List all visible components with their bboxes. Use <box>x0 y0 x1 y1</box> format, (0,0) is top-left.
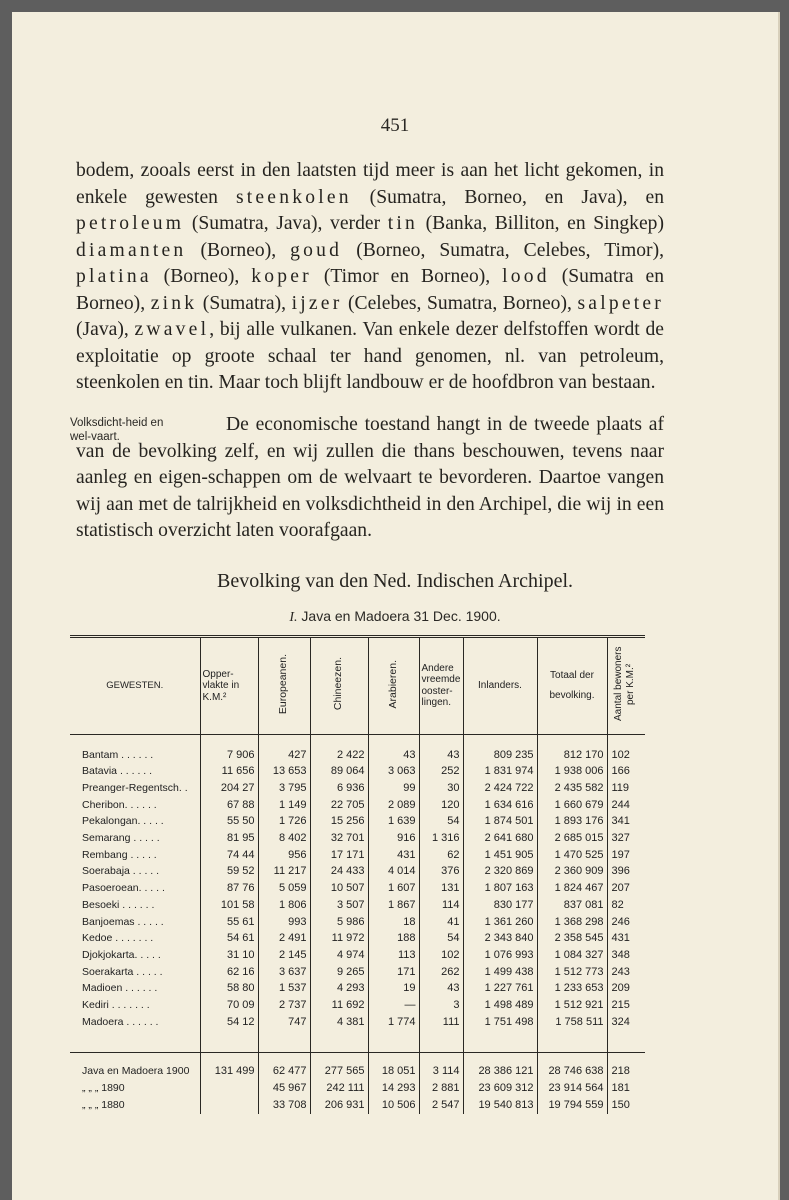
cell-inl: 2 320 869 <box>463 863 537 880</box>
cell-aantal: 102 <box>611 748 630 761</box>
cell-inl: 28 386 121 <box>463 1053 537 1080</box>
table-row <box>70 964 645 981</box>
cell-andere: 252 <box>419 763 463 780</box>
cell-aantal: 82 <box>611 898 624 911</box>
cell-name: Madioen . . . . . . <box>70 980 200 997</box>
cell-inl: 1 874 501 <box>463 813 537 830</box>
table-row <box>70 947 645 964</box>
cell-opp: 131 499 <box>200 1053 258 1080</box>
cell-tot: 837 081 <box>537 897 607 914</box>
col-header-inlanders: Inlanders. <box>463 637 537 735</box>
text-run: (Borneo, Sumatra, Celebes, Timor), <box>342 239 664 261</box>
divider-cell <box>463 1030 537 1053</box>
table-divider-row <box>70 1030 645 1053</box>
cell-name: Preanger-Regentsch. . <box>70 780 200 797</box>
cell-inl: 1 499 438 <box>463 964 537 981</box>
cell-opp: 87 76 <box>200 880 258 897</box>
table-title: Bevolking van den Ned. Indischen Archipel. <box>216 570 574 592</box>
cell-opp: 54 61 <box>200 930 258 947</box>
cell-aantal: 166 <box>611 765 630 778</box>
cell-tot: 1 233 653 <box>537 980 607 997</box>
table-row <box>70 980 645 997</box>
emphasized-term: tin <box>387 213 419 234</box>
col-header-gewesten: GEWESTEN. <box>70 637 200 735</box>
cell-tot: 1 893 176 <box>537 813 607 830</box>
table-row <box>70 813 645 830</box>
cell-chin: 277 565 <box>310 1053 368 1080</box>
divider-cell <box>258 1030 310 1053</box>
divider-cell <box>70 1030 200 1053</box>
cell-opp: 62 16 <box>200 964 258 981</box>
table-subtitle <box>12 608 778 626</box>
text-run: (Borneo), <box>186 239 291 261</box>
emphasized-term: petroleum <box>76 213 185 234</box>
cell-chin: 24 433 <box>310 863 368 880</box>
cell-name: Djokjokarta. . . . . <box>70 947 200 964</box>
cell-eur: 11 217 <box>258 863 310 880</box>
cell-aantal: 348 <box>611 948 630 961</box>
cell-andere: 3 114 <box>419 1053 463 1080</box>
cell-eur: 1 537 <box>258 980 310 997</box>
cell-inl: 2 641 680 <box>463 830 537 847</box>
cell-andere: 120 <box>419 797 463 814</box>
cell-aantal: 197 <box>611 848 630 861</box>
cell-aantal: 246 <box>611 915 630 928</box>
cell-chin: 22 705 <box>310 797 368 814</box>
cell-eur: 993 <box>258 914 310 931</box>
cell-tot: 812 170 <box>537 734 607 763</box>
cell-andere: 41 <box>419 914 463 931</box>
cell-chin: 4 381 <box>310 1014 368 1031</box>
cell-chin: 17 171 <box>310 847 368 864</box>
cell-name: Rembang . . . . . <box>70 847 200 864</box>
cell-arab: 113 <box>368 947 419 964</box>
cell-opp: 11 656 <box>200 763 258 780</box>
cell-opp: 67 88 <box>200 797 258 814</box>
cell-opp: 54 12 <box>200 1014 258 1031</box>
col-header-oppervlakte: Opper-vlakte in K.M.² <box>200 637 258 735</box>
cell-andere: 2 547 <box>419 1097 463 1114</box>
table-subtitle-numeral: I. <box>289 610 298 625</box>
emphasized-term: salpeter <box>577 292 664 314</box>
cell-name: „ „ „ 1890 <box>70 1080 200 1097</box>
cell-arab: 2 089 <box>368 797 419 814</box>
cell-opp: 81 95 <box>200 830 258 847</box>
cell-inl: 19 540 813 <box>463 1097 537 1114</box>
cell-arab: 1 607 <box>368 880 419 897</box>
table-row <box>70 914 645 931</box>
cell-name: Soerabaja . . . . . <box>70 863 200 880</box>
cell-inl: 2 424 722 <box>463 780 537 797</box>
cell-andere: 43 <box>419 734 463 763</box>
cell-eur: 8 402 <box>258 830 310 847</box>
cell-aantal: 244 <box>611 798 630 811</box>
emphasized-term: platina <box>76 266 152 287</box>
cell-tot: 1 512 921 <box>537 997 607 1014</box>
cell-name: Cheribon. . . . . . <box>70 797 200 814</box>
page-number: 451 <box>380 115 410 136</box>
cell-tot: 1 470 525 <box>537 847 607 864</box>
text-run: , bij alle vulkanen. Van enkele dezer delfstoffen wordt de exploitatie op groote schaal ter hand genomen, nl. van petroleum, steenkolen en tin. Maar toch blijft landbouw er de hoofdbron van bestaan. <box>76 319 664 393</box>
cell-chin: 11 972 <box>310 930 368 947</box>
cell-tot: 1 758 511 <box>537 1014 607 1031</box>
cell-andere: 262 <box>419 964 463 981</box>
cell-chin: 4 293 <box>310 980 368 997</box>
cell-name: Madoera . . . . . . <box>70 1014 200 1031</box>
table-row <box>70 763 645 780</box>
cell-inl: 1 831 974 <box>463 763 537 780</box>
cell-arab: 916 <box>368 830 419 847</box>
cell-arab: 171 <box>368 964 419 981</box>
cell-tot: 1 512 773 <box>537 964 607 981</box>
cell-chin: 10 507 <box>310 880 368 897</box>
cell-name: Pekalongan. . . . . <box>70 813 200 830</box>
text-run: (Banka, Billiton, en Singkep) <box>418 213 664 234</box>
col-header-totaal: Totaal der bevolking. <box>537 637 607 735</box>
text-run: (Celebes, Sumatra, Borneo), <box>342 292 578 314</box>
emphasized-term: diamanten <box>76 239 187 261</box>
cell-arab: 3 063 <box>368 763 419 780</box>
cell-aantal: 150 <box>611 1098 630 1111</box>
text-run: bodem, zooals eerst in den laatsten tijd meer is aan het licht gekomen, in enkele gewesten <box>76 160 664 208</box>
col-header-europeanen: Europeanen. <box>258 637 310 735</box>
emphasized-term: zwavel <box>134 319 210 340</box>
cell-inl: 1 634 616 <box>463 797 537 814</box>
emphasized-term: lood <box>502 266 550 287</box>
table-row <box>70 1014 645 1031</box>
table-row <box>70 830 645 847</box>
cell-inl: 1 498 489 <box>463 997 537 1014</box>
cell-eur: 2 491 <box>258 930 310 947</box>
cell-tot: 2 685 015 <box>537 830 607 847</box>
divider-cell <box>607 1030 645 1053</box>
text-run: (Borneo), <box>151 266 252 287</box>
paragraph-minerals <box>76 158 664 397</box>
cell-chin: 3 507 <box>310 897 368 914</box>
emphasized-term: koper <box>251 266 312 287</box>
cell-aantal: 207 <box>611 882 630 895</box>
cell-arab: 10 506 <box>368 1097 419 1114</box>
table-row <box>70 797 645 814</box>
cell-opp: 7 906 <box>200 734 258 763</box>
divider-cell <box>419 1030 463 1053</box>
cell-andere: 43 <box>419 980 463 997</box>
cell-inl: 1 751 498 <box>463 1014 537 1031</box>
table-header-row <box>70 637 645 735</box>
cell-aantal: 119 <box>611 781 630 794</box>
cell-tot: 2 360 909 <box>537 863 607 880</box>
text-run: (Sumatra), <box>197 292 292 314</box>
cell-inl: 809 235 <box>463 734 537 763</box>
table-row <box>70 780 645 797</box>
cell-name: Semarang . . . . . <box>70 830 200 847</box>
cell-eur: 427 <box>258 734 310 763</box>
cell-tot: 23 914 564 <box>537 1080 607 1097</box>
cell-aantal: 324 <box>611 1015 630 1028</box>
divider-cell <box>368 1030 419 1053</box>
cell-arab: 431 <box>368 847 419 864</box>
table-row <box>70 897 645 914</box>
col-header-aantal: Aantal bewoners per K.M.² <box>607 637 645 735</box>
emphasized-term: ijzer <box>291 292 343 314</box>
cell-andere: 102 <box>419 947 463 964</box>
table-row <box>70 734 645 763</box>
book-page <box>12 12 778 1200</box>
cell-arab: 14 293 <box>368 1080 419 1097</box>
divider-cell <box>200 1030 258 1053</box>
divider-cell <box>537 1030 607 1053</box>
cell-tot: 28 746 638 <box>537 1053 607 1080</box>
cell-name: Batavia . . . . . . <box>70 763 200 780</box>
table-subtitle-text: Java en Madoera 31 Dec. 1900. <box>301 608 501 624</box>
cell-name: Pasoeroean. . . . . <box>70 880 200 897</box>
cell-aantal: 218 <box>611 1065 630 1078</box>
total-row <box>70 1053 645 1080</box>
cell-chin: 15 256 <box>310 813 368 830</box>
table-row <box>70 880 645 897</box>
cell-arab: 18 <box>368 914 419 931</box>
cell-opp: 74 44 <box>200 847 258 864</box>
cell-chin: 32 701 <box>310 830 368 847</box>
cell-chin: 242 111 <box>310 1080 368 1097</box>
cell-eur: 5 059 <box>258 880 310 897</box>
text-run: (Sumatra, Borneo, en Java), en <box>351 186 664 208</box>
cell-aantal: 341 <box>611 815 630 828</box>
cell-eur: 956 <box>258 847 310 864</box>
cell-tot: 1 368 298 <box>537 914 607 931</box>
cell-andere: 2 881 <box>419 1080 463 1097</box>
cell-aantal: 181 <box>611 1082 630 1095</box>
cell-inl: 830 177 <box>463 897 537 914</box>
cell-tot: 2 358 545 <box>537 930 607 947</box>
cell-name: Bantam . . . . . . <box>70 734 200 763</box>
cell-aantal: 396 <box>611 865 630 878</box>
table-row <box>70 847 645 864</box>
divider-cell <box>310 1030 368 1053</box>
total-row <box>70 1080 645 1097</box>
cell-eur: 1 726 <box>258 813 310 830</box>
cell-chin: 11 692 <box>310 997 368 1014</box>
cell-tot: 19 794 559 <box>537 1097 607 1114</box>
cell-eur: 3 637 <box>258 964 310 981</box>
emphasized-term: goud <box>290 239 343 261</box>
cell-opp <box>200 1097 258 1114</box>
cell-opp: 204 27 <box>200 780 258 797</box>
cell-opp: 101 58 <box>200 897 258 914</box>
cell-arab: — <box>368 997 419 1014</box>
cell-inl: 1 076 993 <box>463 947 537 964</box>
cell-aantal: 327 <box>611 832 630 845</box>
cell-arab: 1 867 <box>368 897 419 914</box>
cell-arab: 19 <box>368 980 419 997</box>
cell-tot: 1 084 327 <box>537 947 607 964</box>
cell-andere: 62 <box>419 847 463 864</box>
cell-name: „ „ „ 1880 <box>70 1097 200 1114</box>
cell-opp: 58 80 <box>200 980 258 997</box>
cell-arab: 4 014 <box>368 863 419 880</box>
cell-andere: 1 316 <box>419 830 463 847</box>
page-edge <box>778 12 780 1200</box>
cell-aantal: 431 <box>611 932 630 945</box>
cell-tot: 1 660 679 <box>537 797 607 814</box>
cell-tot: 1 938 006 <box>537 763 607 780</box>
table-row <box>70 997 645 1014</box>
cell-andere: 111 <box>419 1014 463 1031</box>
text-run: (Sumatra en Borneo), <box>76 266 664 314</box>
cell-andere: 54 <box>419 813 463 830</box>
cell-eur: 45 967 <box>258 1080 310 1097</box>
table-row <box>70 863 645 880</box>
cell-eur: 1 149 <box>258 797 310 814</box>
text-run: (Java), <box>76 319 135 340</box>
cell-tot: 2 435 582 <box>537 780 607 797</box>
col-header-andere: Andere vreemde ooster-lingen. <box>419 637 463 735</box>
cell-opp: 59 52 <box>200 863 258 880</box>
cell-aantal: 209 <box>611 982 630 995</box>
emphasized-term: steenkolen <box>235 186 352 208</box>
margin-note: Volksdicht-heid en wel-vaart. <box>70 417 164 443</box>
total-row <box>70 1097 645 1114</box>
cell-arab: 188 <box>368 930 419 947</box>
cell-name: Kediri . . . . . . . <box>70 997 200 1014</box>
cell-arab: 1 774 <box>368 1014 419 1031</box>
cell-andere: 131 <box>419 880 463 897</box>
paragraph-population: De economische toestand hangt in de tweede plaats af van de bevolking zelf, en wij zullen die thans beschouwen, tevens naar aanleg en eigen-schappen om de welvaart te bevorderen. Daartoe vangen wij aan met de talrijkheid en volksdichtheid in den Archipel, die wij in een statistisch overzicht laten voorafgaan. <box>76 414 664 541</box>
population-table <box>70 635 645 1114</box>
cell-aantal: 215 <box>611 999 630 1012</box>
cell-tot: 1 824 467 <box>537 880 607 897</box>
cell-andere: 114 <box>419 897 463 914</box>
cell-eur: 1 806 <box>258 897 310 914</box>
cell-chin: 5 986 <box>310 914 368 931</box>
cell-arab: 18 051 <box>368 1053 419 1080</box>
cell-inl: 1 361 260 <box>463 914 537 931</box>
cell-eur: 62 477 <box>258 1053 310 1080</box>
cell-arab: 1 639 <box>368 813 419 830</box>
cell-andere: 376 <box>419 863 463 880</box>
cell-andere: 3 <box>419 997 463 1014</box>
text-run: (Timor en Borneo), <box>311 266 503 287</box>
cell-opp <box>200 1080 258 1097</box>
cell-name: Soerakarta . . . . . <box>70 964 200 981</box>
cell-andere: 30 <box>419 780 463 797</box>
text-run: (Sumatra, Java), verder <box>184 213 388 234</box>
cell-name: Banjoemas . . . . . <box>70 914 200 931</box>
cell-arab: 43 <box>368 734 419 763</box>
cell-andere: 54 <box>419 930 463 947</box>
cell-chin: 2 422 <box>310 734 368 763</box>
col-header-chineezen: Chineezen. <box>310 637 368 735</box>
cell-opp: 70 09 <box>200 997 258 1014</box>
cell-chin: 206 931 <box>310 1097 368 1114</box>
cell-chin: 9 265 <box>310 964 368 981</box>
col-header-arabieren: Arabieren. <box>368 637 419 735</box>
cell-opp: 55 50 <box>200 813 258 830</box>
cell-eur: 747 <box>258 1014 310 1031</box>
cell-name: Java en Madoera 1900 <box>70 1053 200 1080</box>
cell-opp: 55 61 <box>200 914 258 931</box>
cell-arab: 99 <box>368 780 419 797</box>
cell-eur: 13 653 <box>258 763 310 780</box>
cell-aantal: 243 <box>611 965 630 978</box>
cell-inl: 1 227 761 <box>463 980 537 997</box>
cell-opp: 31 10 <box>200 947 258 964</box>
cell-name: Kedoe . . . . . . . <box>70 930 200 947</box>
cell-eur: 3 795 <box>258 780 310 797</box>
cell-eur: 2 145 <box>258 947 310 964</box>
cell-eur: 2 737 <box>258 997 310 1014</box>
cell-chin: 4 974 <box>310 947 368 964</box>
cell-name: Besoeki . . . . . . <box>70 897 200 914</box>
emphasized-term: zink <box>150 292 198 314</box>
cell-chin: 6 936 <box>310 780 368 797</box>
cell-eur: 33 708 <box>258 1097 310 1114</box>
cell-inl: 1 807 163 <box>463 880 537 897</box>
cell-inl: 1 451 905 <box>463 847 537 864</box>
cell-inl: 23 609 312 <box>463 1080 537 1097</box>
cell-chin: 89 064 <box>310 763 368 780</box>
cell-inl: 2 343 840 <box>463 930 537 947</box>
table-row <box>70 930 645 947</box>
